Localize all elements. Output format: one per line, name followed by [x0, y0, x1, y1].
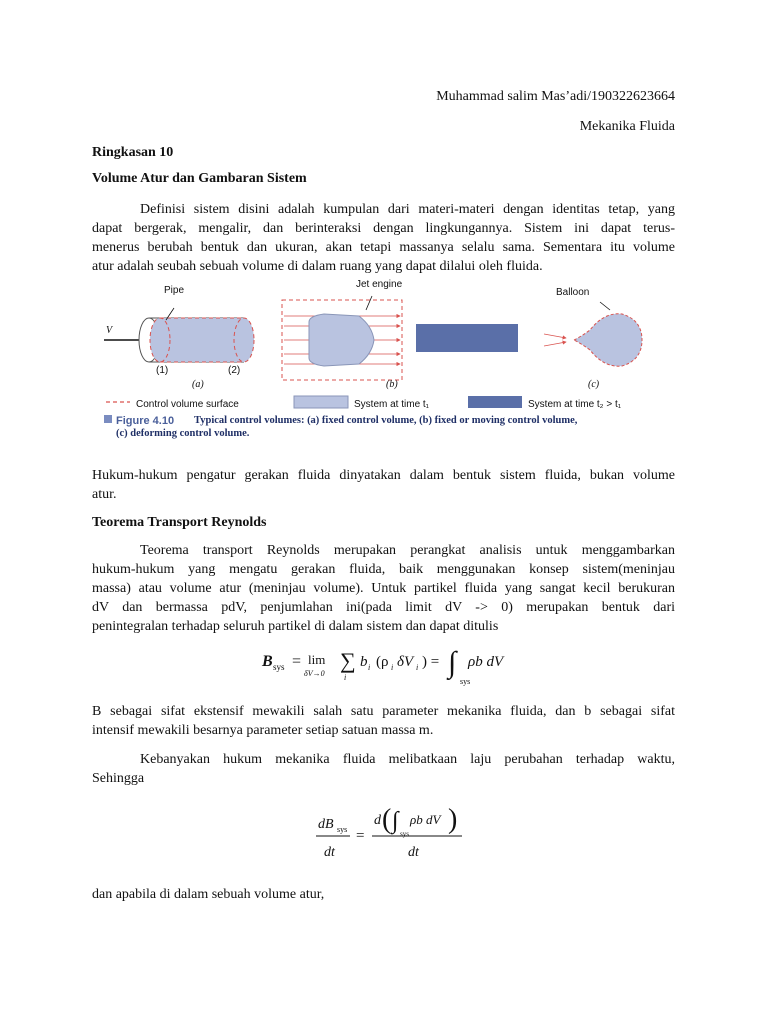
text-line: Teorema transport Reynolds merupakan perangkat analisis untuk menggambarkan	[140, 543, 675, 558]
svg-text:sys: sys	[337, 825, 348, 834]
paragraph-hukum-pengatur	[92, 466, 675, 504]
svg-text:lim: lim	[308, 652, 326, 667]
legend-system-t2: System at time t₂ > t₁	[528, 399, 622, 410]
paragraph-sifat-ekstensif	[92, 702, 675, 740]
svg-text:δV→0: δV→0	[304, 669, 325, 678]
caption-line-2: (c) deforming control volume.	[116, 428, 250, 439]
text-line: atur.	[92, 487, 117, 502]
svg-text:∑: ∑	[340, 648, 356, 673]
text-line: Hukum-hukum pengatur gerakan fluida dinyatakan dalam bentuk sistem fluida, bukan volume	[92, 468, 675, 483]
figure-control-volumes	[104, 279, 644, 446]
svg-text:) =: ) =	[422, 654, 440, 670]
svg-text:∫: ∫	[448, 646, 457, 679]
text-line: penintegralan terhadap seluruh partikel di dalam sistem dan dapat ditulis	[92, 619, 499, 634]
document-title: Ringkasan 10	[92, 145, 174, 160]
label-section-1: (1)	[156, 365, 169, 376]
text-line: atur adalah seubah sebuah volume di dalam ruang yang dapat dilalui oleh fluida.	[92, 259, 543, 274]
paragraph-teorema-transport	[92, 541, 675, 636]
text-line: dapat bergerak, mengalir, dan berinteraksi dengan lingkungannya. Sistem ini dapat terus-	[92, 221, 675, 236]
label-pipe: Pipe	[164, 285, 185, 296]
label-c: (c)	[588, 379, 600, 390]
text-line: hukum-hukum yang mengatu gerakan fluida, baik menggunakan konsep sistem(meninjau	[92, 562, 675, 577]
svg-text:(: (	[382, 804, 392, 835]
text-line: intensif mewakili besarnya parameter setiap satuan massa m.	[92, 723, 434, 738]
svg-text:=: =	[356, 828, 365, 844]
text-line: Definisi sistem disini adalah kumpulan dari materi-materi dengan identitas tetap, yang	[140, 202, 675, 217]
svg-text:B: B	[262, 653, 273, 670]
svg-text:i: i	[416, 663, 419, 672]
svg-text:∫: ∫	[392, 808, 399, 834]
svg-text:dt: dt	[324, 845, 335, 860]
svg-text:(ρ: (ρ	[376, 654, 389, 670]
text-line: dV dan bermassa pdV, penjumlahan ini(pada limit dV -> 0) merupakan bentuk dari	[92, 600, 675, 615]
svg-text:sys: sys	[273, 662, 285, 672]
svg-text:i: i	[344, 673, 347, 682]
text-line: B sebagai sifat ekstensif mewakili salah satu parameter mekanika fluida, dan b sebagai sifat	[92, 704, 675, 719]
text-line: massa) atau volume atur (meninjau volume). Untuk partikel fluida yang sangat kecil berukuran	[92, 581, 675, 596]
svg-text:b: b	[360, 654, 368, 670]
svg-text:ρb dV: ρb dV	[410, 812, 441, 827]
section-heading-volume-atur: Volume Atur dan Gambaran Sistem	[92, 171, 307, 186]
label-velocity: V	[106, 325, 113, 336]
text-line: menerus berubah bentuk dan ukuran, akan tetapi massanya selalu sama. Sementara itu volume	[92, 240, 675, 255]
label-a: (a)	[192, 379, 204, 390]
label-b: (b)	[386, 379, 398, 390]
svg-text:i: i	[368, 663, 371, 672]
text-line: Kebanyakan hukum mekanika fluida melibatkaan laju perubahan terhadap waktu,	[140, 752, 675, 767]
diagram-b-jet-engine	[282, 296, 518, 380]
diagram-a-pipe	[104, 308, 254, 362]
course-line: Mekanika Fluida	[579, 119, 675, 134]
label-balloon: Balloon	[556, 287, 590, 298]
svg-text:=: =	[292, 653, 302, 670]
svg-text:dt: dt	[408, 845, 419, 860]
svg-text:): )	[448, 804, 458, 835]
legend-system-t1: System at time t₁	[354, 399, 430, 410]
svg-text:δV: δV	[397, 654, 414, 670]
paragraph-volume-atur: dan apabila di dalam sebuah volume atur,	[92, 887, 325, 902]
text-line: Sehingga	[92, 771, 145, 786]
paragraph-laju-perubahan	[92, 750, 675, 788]
legend-control-volume: Control volume surface	[136, 399, 239, 410]
caption-line-1: Typical control volumes: (a) fixed control volume, (b) fixed or moving control volume,	[194, 415, 578, 426]
diagram-c-balloon	[544, 302, 642, 366]
label-section-2: (2)	[228, 365, 241, 376]
svg-text:ρb dV: ρb dV	[468, 654, 504, 670]
paragraph-definisi-sistem	[92, 200, 675, 276]
section-heading-reynolds: Teorema Transport Reynolds	[92, 515, 267, 530]
caption-figure-number: Figure 4.10	[116, 415, 175, 427]
author-line: Muhammad salim Mas’adi/190322623664	[436, 89, 675, 104]
caption-marker	[104, 415, 112, 423]
svg-text:i: i	[391, 663, 394, 672]
equation-db-sys-dt	[316, 800, 466, 862]
svg-text:dB: dB	[318, 817, 334, 832]
svg-text:sys: sys	[400, 830, 409, 838]
svg-text:sys: sys	[460, 677, 471, 686]
svg-text:d: d	[374, 813, 381, 828]
label-jet-engine: Jet engine	[356, 279, 403, 290]
equation-b-sys-limit	[260, 640, 520, 686]
